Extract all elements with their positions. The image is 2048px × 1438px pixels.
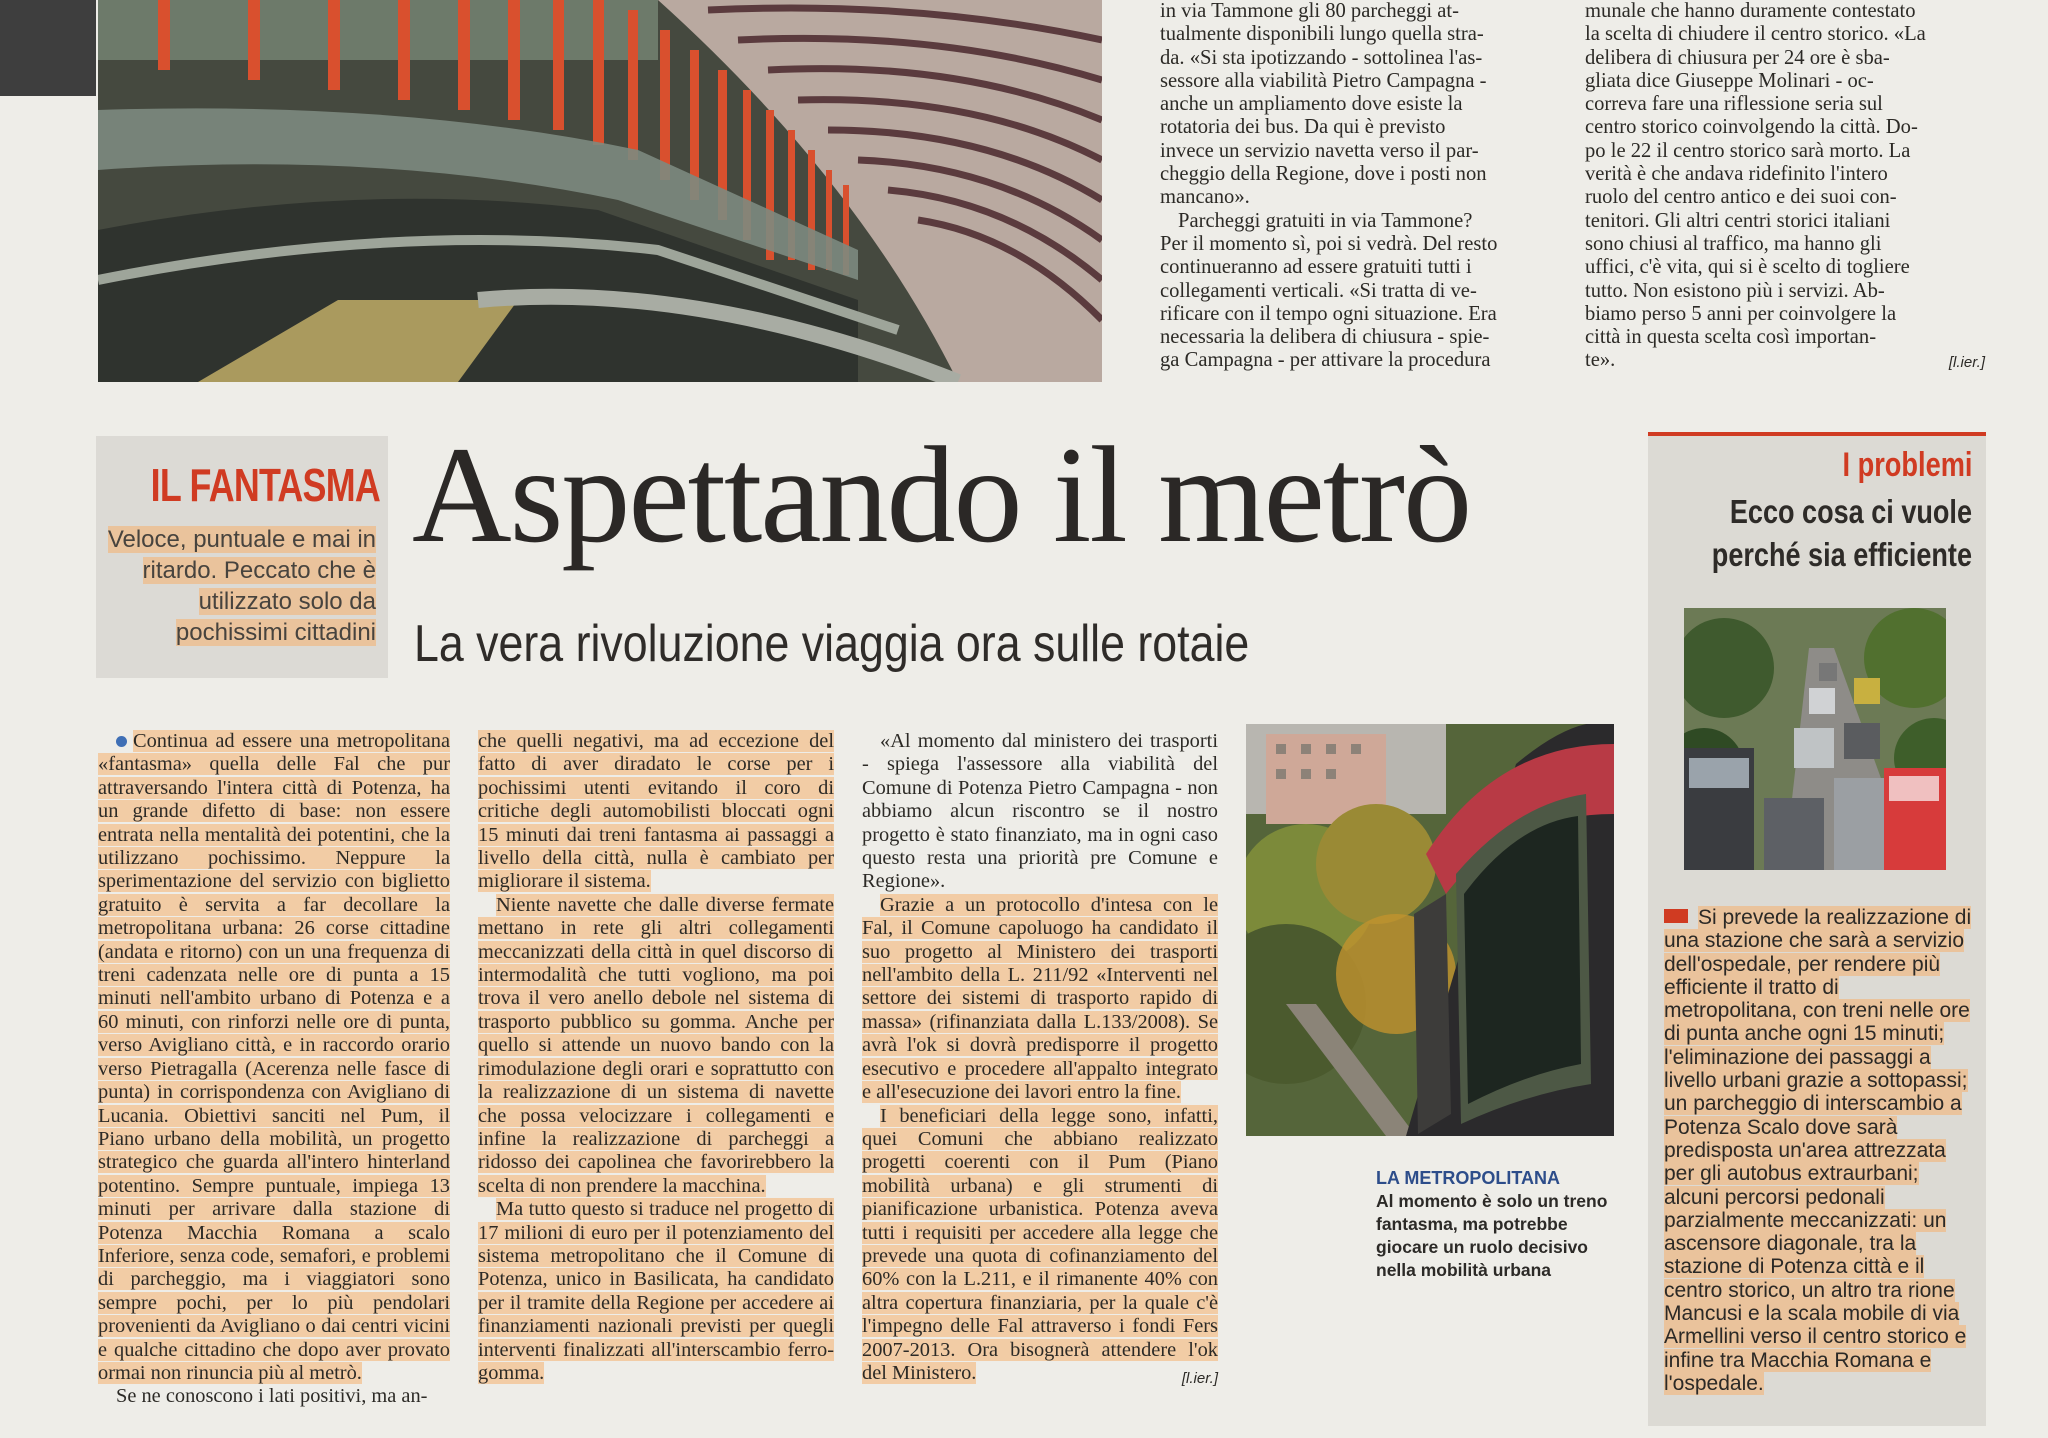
subheadline: La vera rivoluzione viaggia ora sulle rotaie <box>414 615 1250 673</box>
traffic-photo <box>1684 608 1946 870</box>
traffic-illustration <box>1684 608 1946 870</box>
text-line: Per il momento sì, poi si vedrà. Del resto <box>1160 232 1498 255</box>
paragraph: I beneficiari della legge sono, infatti, quei Comuni che abbiano realizzato progetti coerenti con il Pum (Piano mobilità urbana) e gli strumenti di pianificazione urbanistica. Potenza aveva tutti i requisiti per accedere alla legge che prevede una quota di cofinanziamento del 60% con la L.211, e il rimanente 40% con altra copertura finanziaria, per la quale c'è l'impegno delle Fal attraverso i fondi Fers 2007-2013. Ora bisognerà attendere l'ok del Ministero. <box>862 1104 1218 1384</box>
text-line: munale che hanno duramente contestato <box>1585 0 1916 22</box>
text-line: cheggio della Regione, dove i posti non <box>1160 163 1487 186</box>
sidebar-paragraph: Si prevede la realizzazione di una stazione che sarà a servizio dell'ospedale, per rendere più efficiente il tratto di metropolitana, con treni nelle ore di punta anche ogni 15 minuti; l'eliminazione dei passaggi a livello urbani grazie a sottopassi; un parcheggio di interscambio a Potenza Scalo dove sarà predisposta un'area attrezzata per gli autobus extraurbani; alcuni percorsi pedonali parzialmente meccanizzati: un ascensore diagonale, tra la stazione di Potenza città e il centro storico, un altro tra rione Mancusi e la scala mobile di via Armellini verso il centro storico e infine tra Macchia Romana e l'ospedale. <box>1664 906 1972 1395</box>
text-line: tutto. Non esistono più i servizi. Ab- <box>1585 279 1885 302</box>
text-line: da. «Si sta ipotizzando - sottolinea l'as- <box>1160 46 1483 69</box>
text-line: biamo perso 5 anni per coinvolgere la <box>1585 302 1897 325</box>
photo-caption-title: LA METROPOLITANA <box>1376 1168 1560 1188</box>
corner-shadow <box>0 0 96 96</box>
text-line: necessaria la delibera di chiusura - spie- <box>1160 326 1490 349</box>
train-photo <box>1246 724 1614 1136</box>
text-line: ruolo del centro antico e dei suoi con- <box>1585 186 1897 209</box>
text-line: ga Campagna - per attivare la procedura <box>1160 349 1491 372</box>
bullet-icon <box>116 736 127 747</box>
kicker-box <box>96 436 388 678</box>
text-line: tenitori. Gli altri centri storici italiani <box>1585 209 1891 232</box>
photo-caption-text: Al momento è solo un treno fantasma, ma potrebbe giocare un ruolo decisivo nella mobilità urbana <box>1376 1191 1608 1280</box>
paragraph: che quelli negativi, ma ad eccezione del fatto di aver diradato le corse per i pochissimi utenti evitando il coro di critiche degli automobilisti bloccati ogni 15 minuti dai treni fantasma ai passaggi a livello della città, nulla è cambiato per migliorare il sistema. <box>478 730 834 893</box>
paragraph: Niente navette che dalle diverse fermate mettano in rete gli altri collegamenti meccanizzati della città in quel discorso di intermodalità che tutti vogliono, ma poi trova il vero anello debole nel sistema di trasporto pubblico su gomma. Anche per quello si attende un nuovo bando con la rimodulazione degli orari e soprattutto con la realizzazione di un sistema di navette che possa velocizzare i collegamenti e infine la realizzazione di parcheggi a ridosso dei capolinea che favorirebbero la scelta di non prendere la macchina. <box>478 893 834 1197</box>
text-line: rificare con il tempo ogni situazione. Era <box>1160 302 1497 325</box>
kicker-summary <box>98 524 376 648</box>
article-column-3 <box>862 730 1218 1391</box>
signature: [l.ier.] <box>1948 353 1985 371</box>
text-line: rotatoria dei bus. Da qui è previsto <box>1160 116 1446 139</box>
text-line: mancano». <box>1160 186 1250 209</box>
text-line: tualmente disponibili lungo quella stra- <box>1160 23 1484 46</box>
sidebar-title: Ecco cosa ci vuole perché sia efficiente <box>1711 493 1972 573</box>
text-line: in via Tammone gli 80 parcheggi at- <box>1160 0 1459 22</box>
headline: Aspettando il metrò <box>412 418 1471 571</box>
escalator-illustration <box>98 0 1102 382</box>
train-illustration <box>1246 724 1614 1136</box>
article-column-2 <box>478 730 834 1385</box>
paragraph: Grazie a un protocollo d'intesa con le Fal, il Comune capoluogo ha candidato il suo progetto al Ministero dei trasporti nell'ambito della L. 211/92 «Interventi nel settore dei sistemi di trasporto rapido di massa» (rifinanziata dalla L.133/2008). Se avrà l'ok si dovrà predisporre il progetto esecutivo e procedere all'appalto integrato e all'esecuzione dei lavori entro la fine. <box>862 893 1218 1104</box>
sidebar-text <box>1664 906 1974 1395</box>
text-line: correva fare una riflessione seria sul <box>1585 93 1883 116</box>
square-bullet-icon <box>1664 909 1688 923</box>
paragraph: Ma tutto questo si traduce nel progetto di 17 milioni di euro per il potenziamento del sistema metropolitano che il Comune di Potenza, unico in Basilicata, ha candidato per il tramite della Regione per accedere ai finanziamenti nazionali previsti per quegli interventi finalizzati all'interscambio ferro-gomma. <box>478 1198 834 1384</box>
text-line: città in questa scelta così importan- <box>1585 326 1877 349</box>
paragraph: «Al momento dal ministero dei trasporti - spiega l'assessore alla viabilità del Comune di Potenza Pietro Campagna - non abbiamo alcun riscontro se il nostro progetto è stato finanziato, ma in ogni caso questo resta una priorità pre Comune e Regione». <box>862 730 1218 893</box>
paragraph: Continua ad essere una metropolitana «fantasma» quella delle Fal che pur attraversando l'intera città di Potenza, ha un grande difetto di base: non essere entrata nella mentalità dei potentini, che la utilizzano pochissimo. Neppure la sperimentazione del servizio con biglietto gratuito è servita a far decollare la metropolitana urbana: 26 corse cittadine (andata e ritorno) con un una frequenza di treni cadenzata nelle ore di punta a 15 minuti nell'ambito urbano di Potenza e a 60 minuti, con rinforzi nelle ore di punta, verso Avigliano città, e in raccordo orario verso Pietragalla (Acerenza nelle fasce di punta) in corrispondenza con Avigliano di Lucania. Obiettivi sanciti nel Pum, il Piano urbano della mobilità, un progetto strategico che guarda all'intero hinterland potentino. Sempre puntuale, impiega 13 minuti per arrivare dalla stazione di Potenza Macchia Romana a scalo Inferiore, senza code, semafori, e problemi di parcheggio, ma i viaggiatori sono sempre pochi, per lo più pendolari provenienti da Avigliano o dai centri vicini e qualche cittadino che dopo aver provato ormai non rinuncia più al metrò. <box>98 730 450 1384</box>
text-line: verità è che andava ridefinito l'intero <box>1585 163 1888 186</box>
sidebar-kicker: I problemi <box>1842 446 1972 484</box>
text-line: centro storico coinvolgendo la città. Do- <box>1585 116 1918 139</box>
paragraph: Se ne conoscono i lati positivi, ma an- <box>116 1385 428 1408</box>
text-line: uffici, c'è vita, qui si è scelto di togliere <box>1585 256 1910 279</box>
text-line: gliata dice Giuseppe Molinari - oc- <box>1585 69 1874 92</box>
signature: [l.ier.] <box>1181 1370 1218 1388</box>
top-text-column-2 <box>1585 0 1985 374</box>
text-line: sessore alla viabilità Pietro Campagna - <box>1160 69 1487 92</box>
sidebar <box>1648 432 1986 1426</box>
kicker-summary-text: Veloce, puntuale e mai in ritardo. Peccato che è utilizzato solo da pochissimi cittadini <box>107 526 376 646</box>
text-line: te». <box>1585 349 1616 372</box>
photo-caption <box>1376 1166 1632 1282</box>
kicker-label: IL FANTASMA <box>150 459 380 511</box>
article-column-1 <box>98 730 450 1409</box>
escalator-photo <box>98 0 1102 382</box>
text-line: collegamenti verticali. «Si tratta di ve- <box>1160 279 1477 302</box>
text-line: la scelta di chiudere il centro storico. «La <box>1585 23 1926 46</box>
text-line: anche un ampliamento dove esiste la <box>1160 93 1463 116</box>
text-line: sono chiusi al traffico, ma hanno gli <box>1585 232 1882 255</box>
text-line: invece un servizio navetta verso il par- <box>1160 139 1479 162</box>
text-line: continueranno ad essere gratuiti tutti i <box>1160 256 1472 279</box>
text-line: Parcheggi gratuiti in via Tammone? <box>1178 209 1473 232</box>
text-line: delibera di chiusura per 24 ore è sba- <box>1585 46 1890 69</box>
text-line: po le 22 il centro storico sarà morto. La <box>1585 139 1911 162</box>
top-text-column-1 <box>1160 0 1558 373</box>
